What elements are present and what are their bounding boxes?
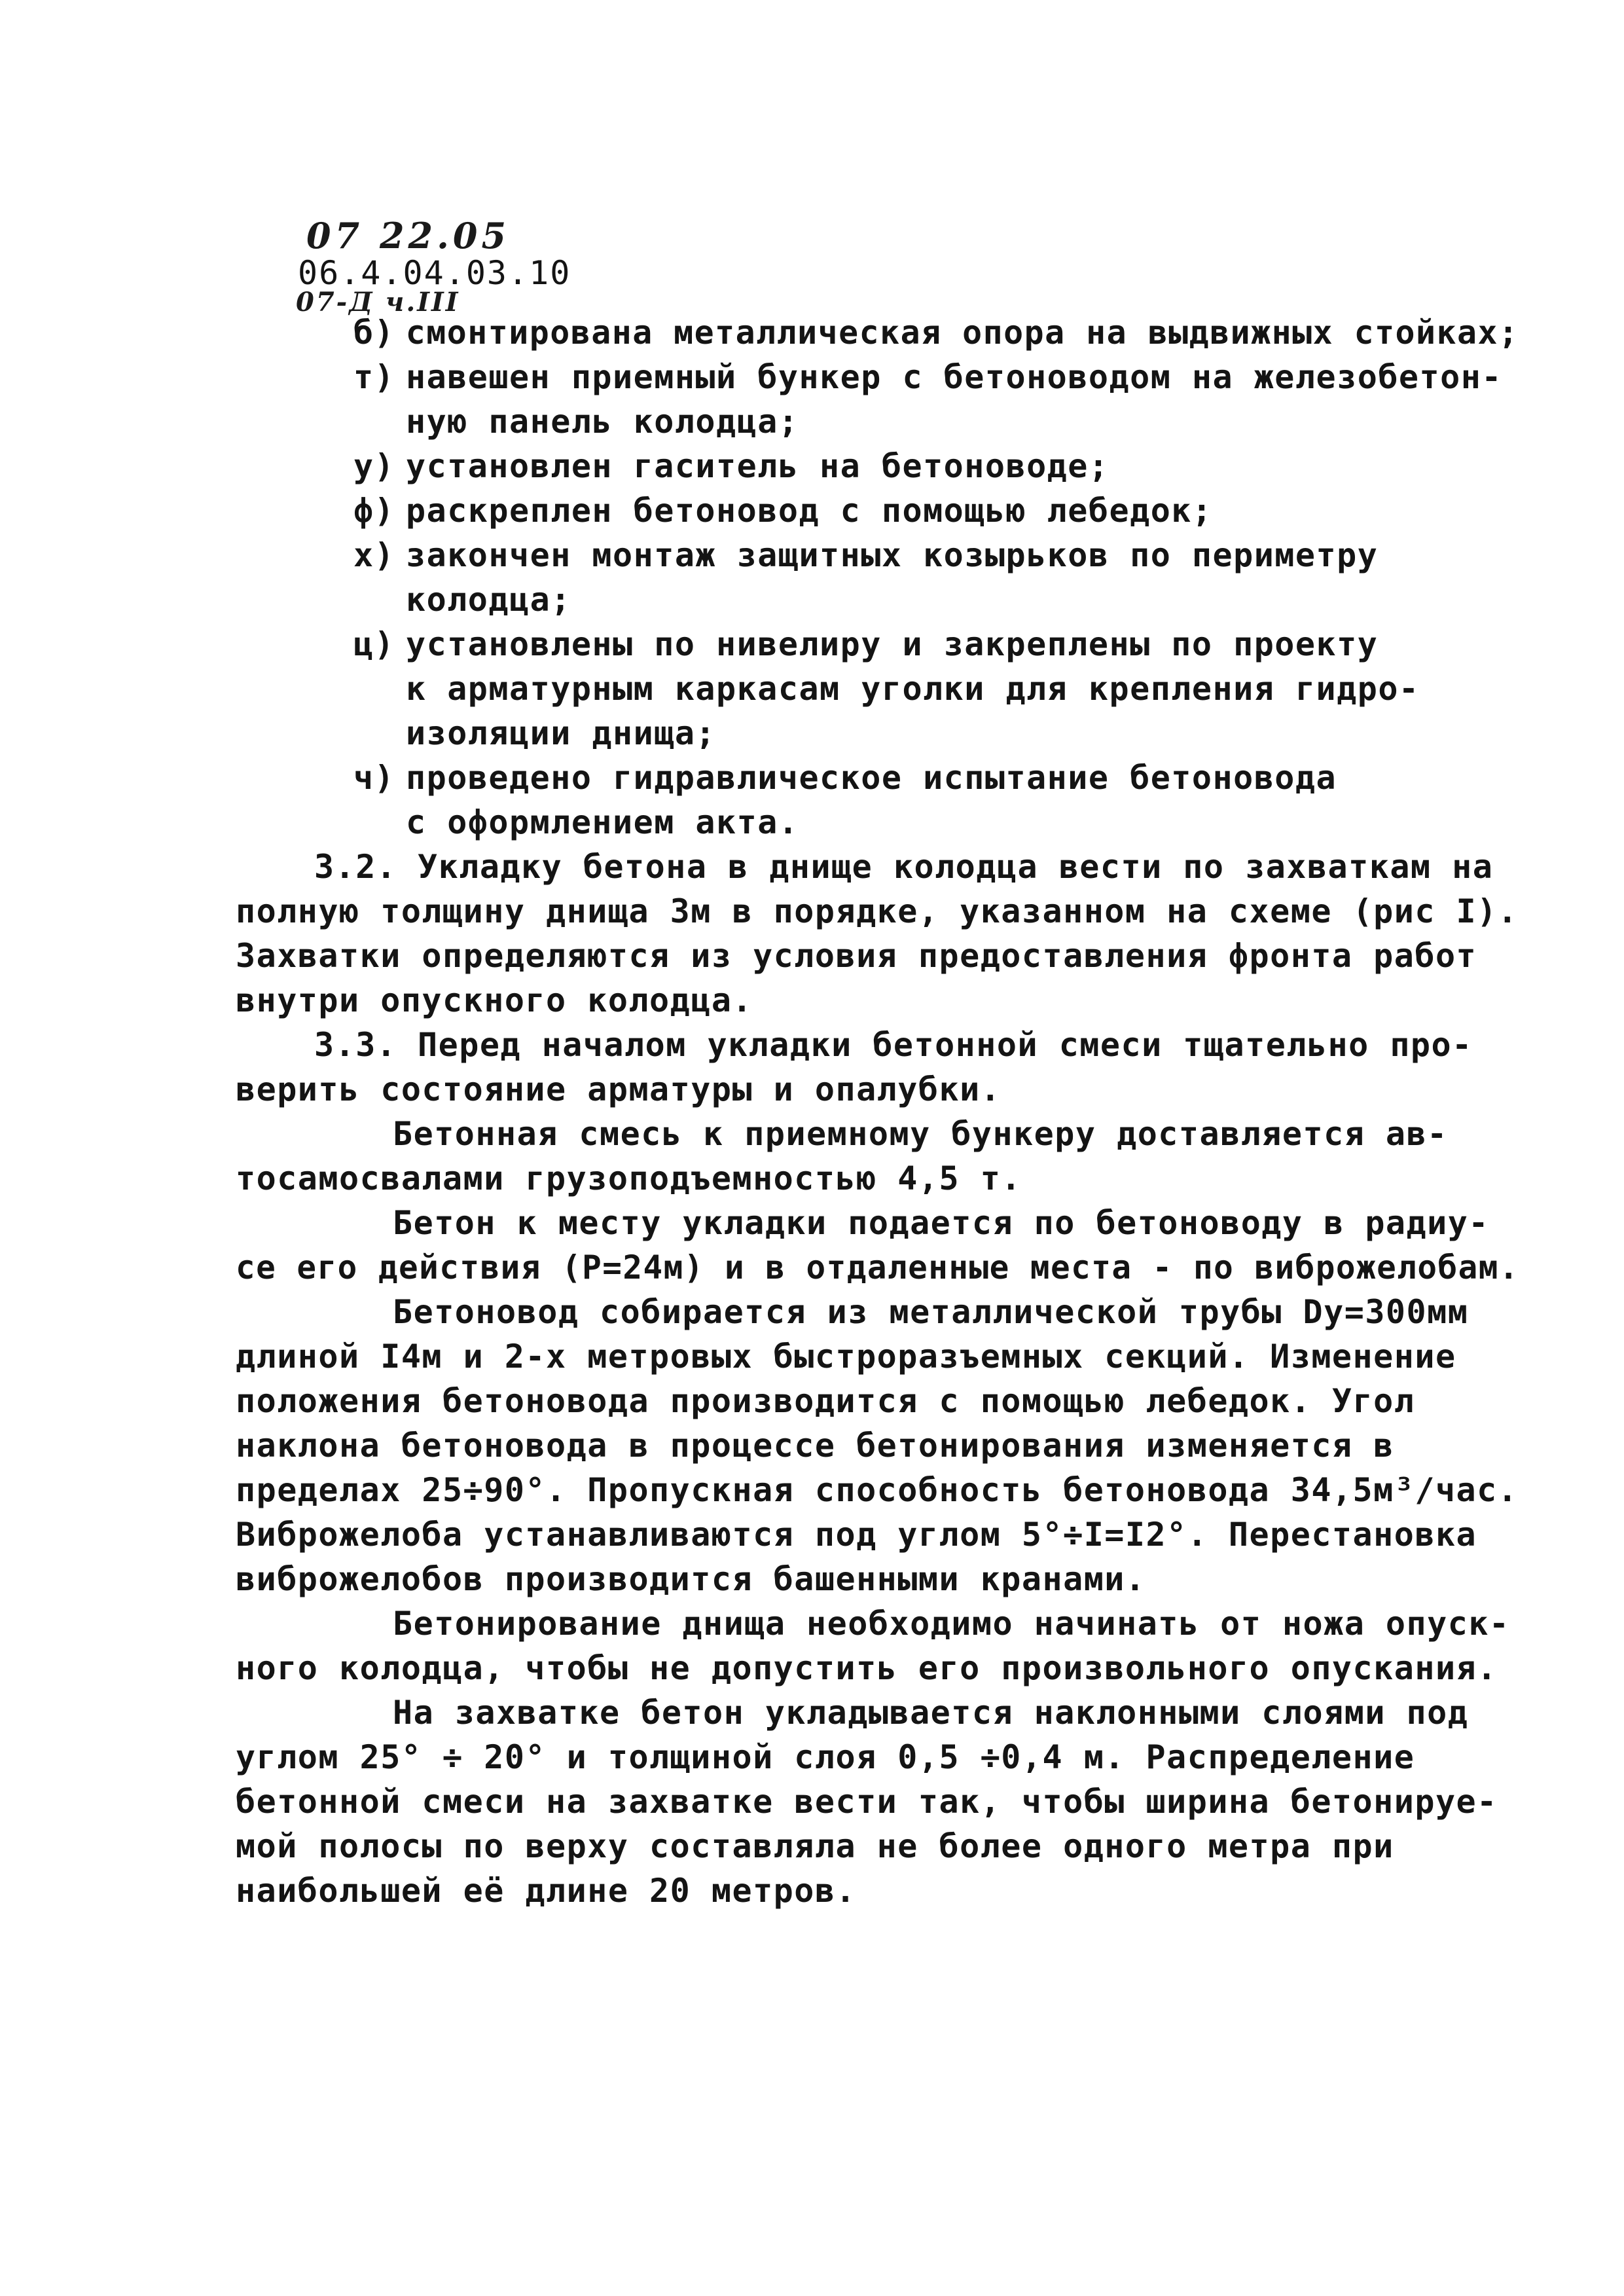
paragraph-layers-line: бетонной смеси на захватке вести так, чтобы ширина бетонируе- <box>236 1783 1498 1821</box>
paragraph-3-2-line: внутри опускного колодца. <box>236 981 753 1019</box>
paragraph-pipe-line: наклона бетоновода в процессе бетонирования изменяется в <box>236 1427 1394 1465</box>
list-item-t <box>353 357 1502 397</box>
list-item-text: навешен приемный бункер с бетоноводом на железобетон- <box>406 358 1502 396</box>
list-marker: ф) <box>353 492 395 530</box>
paragraph-pipe-line: положения бетоновода производится с помощью лебедок. Угол <box>236 1382 1415 1420</box>
list-item-ts <box>353 625 1378 664</box>
list-marker: у) <box>353 447 395 485</box>
paragraph-pipe-line: пределах 25÷90°. Пропускная способность бетоновода 34,5м³/час. <box>236 1471 1519 1509</box>
paragraph-pipe-line: Виброжелоба устанавливаются под углом 5°÷I=I2°. Перестановка <box>236 1516 1477 1554</box>
list-item-text: установлены по нивелиру и закреплены по проекту <box>406 625 1379 663</box>
list-item-text: проведено гидравлическое испытание бетоновода <box>406 759 1337 797</box>
paragraph-pipe-line: виброжелобов производится башенными кранами. <box>236 1560 1146 1598</box>
list-marker: т) <box>353 358 395 396</box>
list-item-text: смонтирована металлическая опора на выдвижных стойках; <box>405 314 1519 352</box>
handwritten-code-bottom: 07-Д ч.III <box>296 287 460 318</box>
list-marker: х) <box>353 536 395 574</box>
list-item-text: установлен гаситель на бетоноводе; <box>406 447 1110 485</box>
list-item-t-continuation: ную панель колодца; <box>406 403 799 441</box>
list-item-f <box>353 491 1213 530</box>
list-item-ts-continuation: к арматурным каркасам уголки для крепления гидро- <box>406 670 1420 708</box>
list-item-h <box>353 536 1378 575</box>
paragraph-layers-line: углом 25° ÷ 20° и толщиной слоя 0,5 ÷0,4 м. Распределение <box>236 1738 1415 1776</box>
list-item-ch <box>353 758 1337 797</box>
paragraph-pipe-line: Бетоновод собирается из металлической трубы Dу=300мм <box>393 1293 1469 1331</box>
paragraph-start-line: ного колодца, чтобы не допустить его произвольного опускания. <box>236 1649 1498 1687</box>
paragraph-mix-line: тосамосвалами грузоподъемностью 4,5 т. <box>236 1159 1022 1197</box>
list-item-ch-continuation: с оформлением акта. <box>406 803 799 841</box>
paragraph-3-3-line: 3.3. Перед началом укладки бетонной смеси тщательно про- <box>314 1026 1473 1064</box>
paragraph-3-2-line: 3.2. Укладку бетона в днище колодца вести по захваткам на <box>314 848 1494 886</box>
document-reference-number: 06.4.04.03.10 <box>298 254 571 292</box>
handwritten-code-top: 07 22.05 <box>306 215 511 257</box>
paragraph-layers-line: мой полосы по верху составляла не более одного метра при <box>236 1827 1394 1865</box>
paragraph-3-2-line: Захватки определяются из условия предоставления фронта работ <box>236 937 1477 975</box>
paragraph-feed-line: се его действия (Р=24м) и в отдаленные места - по виброжелобам. <box>236 1248 1519 1286</box>
list-item-text: раскреплен бетоновод с помощью лебедок; <box>406 492 1213 530</box>
paragraph-layers-line: На захватке бетон укладывается наклонными слоями под <box>393 1694 1469 1732</box>
list-item-u <box>353 446 1110 486</box>
paragraph-feed-line: Бетон к месту укладки подается по бетоноводу в радиу- <box>393 1204 1489 1242</box>
list-marker: б) <box>353 314 395 352</box>
paragraph-3-3-line: верить состояние арматуры и опалубки. <box>236 1070 1001 1108</box>
list-item-text: закончен монтаж защитных козырьков по периметру <box>406 536 1379 574</box>
list-item-b <box>353 313 1519 352</box>
list-marker: ч) <box>353 759 395 797</box>
paragraph-pipe-line: длиной I4м и 2-х метровых быстроразъемных секций. Изменение <box>236 1338 1456 1376</box>
list-item-h-continuation: колодца; <box>406 581 571 619</box>
paragraph-layers-line: наибольшей её длине 20 метров. <box>236 1872 857 1910</box>
list-item-ts-continuation: изоляции днища; <box>406 714 717 752</box>
paragraph-3-2-line: полную толщину днища 3м в порядке, указанном на схеме (рис I). <box>236 892 1519 930</box>
paragraph-start-line: Бетонирование днища необходимо начинать от ножа опуск- <box>393 1605 1510 1643</box>
list-marker: ц) <box>353 625 395 663</box>
paragraph-mix-line: Бетонная смесь к приемному бункеру доставляется ав- <box>393 1115 1448 1153</box>
